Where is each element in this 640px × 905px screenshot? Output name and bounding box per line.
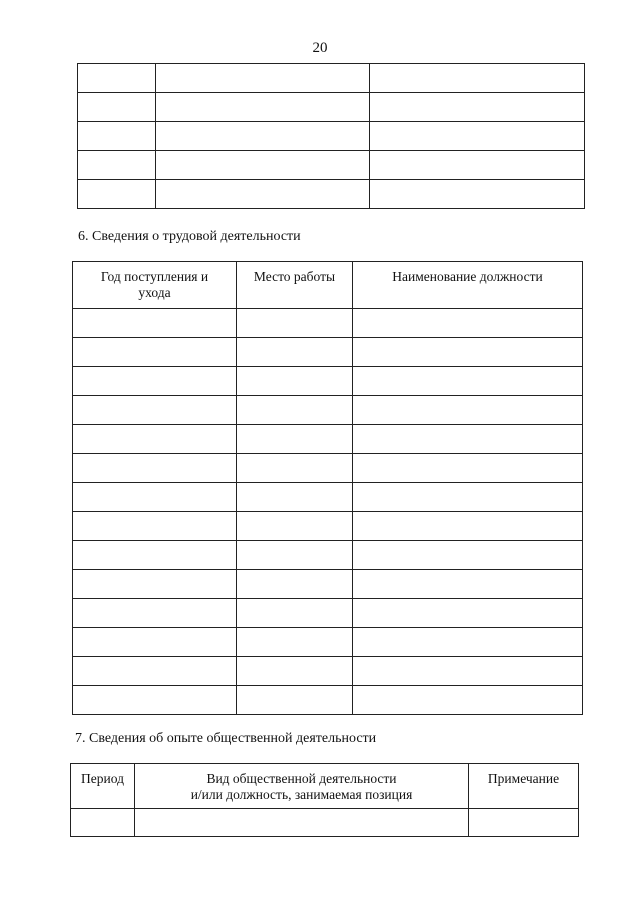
table-cell[interactable] [73,599,237,628]
table-cell[interactable] [370,151,585,180]
table-row [78,151,585,180]
table-cell[interactable] [156,122,370,151]
table-cell[interactable] [353,512,583,541]
table-cell[interactable] [469,809,579,837]
table-cell[interactable] [237,599,353,628]
table-cell[interactable] [237,425,353,454]
table-row [71,809,579,837]
table-cell[interactable] [353,686,583,715]
table-cell[interactable] [237,628,353,657]
column-header-activity-type: Вид общественной деятельности и/или должность, занимаемая позиция [135,764,469,809]
table-cell[interactable] [370,122,585,151]
table-cell[interactable] [353,338,583,367]
table-header-row [73,262,583,309]
table-cell[interactable] [237,657,353,686]
table-cell[interactable] [370,64,585,93]
table-cell[interactable] [73,686,237,715]
table-row [73,541,583,570]
table-cell[interactable] [73,425,237,454]
table-cell[interactable] [353,367,583,396]
table-row [73,628,583,657]
table-cell[interactable] [73,628,237,657]
table-row [73,686,583,715]
table-cell[interactable] [78,151,156,180]
table-cell[interactable] [237,309,353,338]
public-activity-table [70,763,579,837]
table-cell[interactable] [237,338,353,367]
table-cell[interactable] [353,541,583,570]
table-cell[interactable] [73,541,237,570]
column-header-workplace: Место работы [237,262,353,309]
table-row [73,599,583,628]
table-header-row [71,764,579,809]
table-cell[interactable] [353,599,583,628]
table-cell[interactable] [156,64,370,93]
table-cell[interactable] [73,454,237,483]
section-6-title: 6. Сведения о трудовой деятельности [78,229,301,244]
work-history-table [72,261,583,715]
table-cell[interactable] [353,570,583,599]
table-cell[interactable] [237,396,353,425]
table-cell[interactable] [156,151,370,180]
table-cell[interactable] [156,93,370,122]
table-row [73,483,583,512]
table-cell[interactable] [73,367,237,396]
table-cell[interactable] [73,512,237,541]
continuation-table [77,63,585,209]
table-row [78,180,585,209]
table-cell[interactable] [353,396,583,425]
table-cell[interactable] [73,483,237,512]
table-cell[interactable] [353,425,583,454]
table-cell[interactable] [237,686,353,715]
table-row [73,425,583,454]
table-cell[interactable] [353,309,583,338]
table-cell[interactable] [73,570,237,599]
table-cell[interactable] [73,657,237,686]
table-cell[interactable] [73,396,237,425]
table-cell[interactable] [78,180,156,209]
table-cell[interactable] [73,309,237,338]
table-row [78,93,585,122]
table-cell[interactable] [73,338,237,367]
column-header-period: Период [71,764,135,809]
table-cell[interactable] [353,483,583,512]
table-cell[interactable] [353,454,583,483]
table-row [73,309,583,338]
table-cell[interactable] [370,93,585,122]
column-header-note: Примечание [469,764,579,809]
section-7-title: 7. Сведения об опыте общественной деятельности [75,731,377,746]
table-row [78,64,585,93]
table-cell[interactable] [78,93,156,122]
table-row [78,122,585,151]
table-row [73,454,583,483]
column-header-years: Год поступления и ухода [73,262,237,309]
table-row [73,657,583,686]
table-cell[interactable] [135,809,469,837]
table-cell[interactable] [156,180,370,209]
column-header-position: Наименование должности [353,262,583,309]
table-cell[interactable] [71,809,135,837]
table-cell[interactable] [78,122,156,151]
table-cell[interactable] [237,570,353,599]
table-cell[interactable] [353,628,583,657]
table-cell[interactable] [237,512,353,541]
table-cell[interactable] [78,64,156,93]
table-row [73,570,583,599]
table-cell[interactable] [353,657,583,686]
table-row [73,512,583,541]
table-cell[interactable] [370,180,585,209]
page-number: 20 [312,40,328,56]
table-cell[interactable] [237,483,353,512]
table-row [73,338,583,367]
table-row [73,396,583,425]
table-cell[interactable] [237,367,353,396]
table-cell[interactable] [237,454,353,483]
table-row [73,367,583,396]
table-cell[interactable] [237,541,353,570]
